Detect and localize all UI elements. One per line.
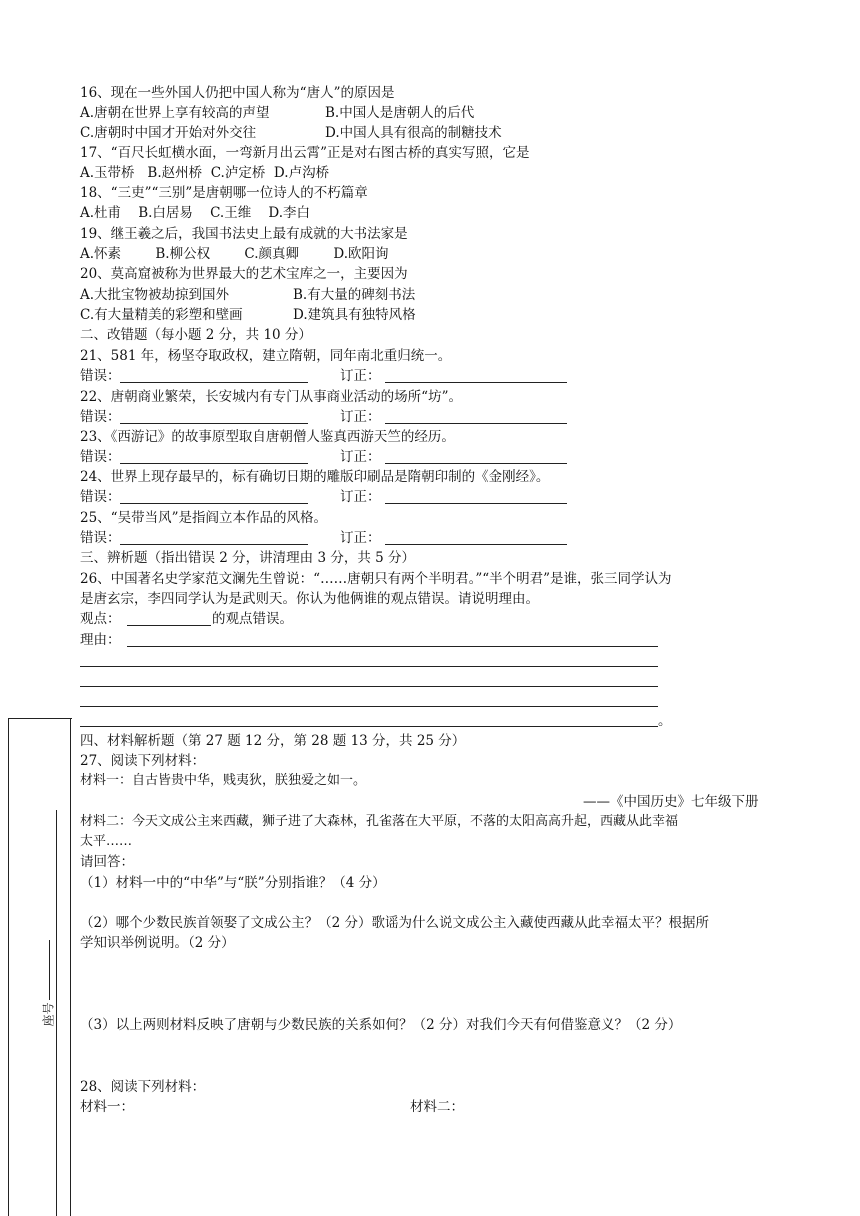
q26-text-line1: 26、中国著名史学家范文澜先生曾说：“……唐朝只有两个半明君。”“半个明君”是谁，张三同学认为 bbox=[80, 571, 672, 587]
q24-statement: 24、世界上现存最早的，标有确切日期的雕版印刷品是隋朝印制的《金刚经》。 bbox=[80, 469, 550, 485]
q23-statement: 23、《西游记》的故事原型取自唐朝僧人鉴真西游天竺的经历。 bbox=[80, 429, 455, 445]
q24-error-label: 错误： bbox=[80, 489, 121, 505]
q16-stem: 16、现在一些外国人仍把中国人称为“唐人”的原因是 bbox=[80, 85, 395, 101]
q26-text-line2: 是唐玄宗，李四同学认为是武则天。你认为他俩谁的观点错误。请说明理由。 bbox=[80, 591, 539, 607]
q27-sub-3: （3）以上两则材料反映了唐朝与少数民族的关系如何？（2 分）对我们今天有何借鉴意义？（2 分） bbox=[80, 1017, 682, 1033]
q23-error-label: 错误： bbox=[80, 449, 121, 465]
q28-intro: 28、阅读下列材料： bbox=[80, 1079, 206, 1095]
q21-statement: 21、581 年，杨坚夺取政权，建立隋朝，同年南北重归统一。 bbox=[80, 348, 452, 364]
q26-reason-label: 理由： bbox=[80, 632, 121, 648]
q27-material-2-line2: 太平…… bbox=[80, 834, 133, 849]
binding-margin-inner bbox=[70, 718, 71, 1216]
q27-sub-2-line1: （2）哪个少数民族首领娶了文成公主？（2 分）歌谣为什么说文成公主入藏使西藏从此幸福太平？根据所 bbox=[80, 915, 709, 931]
q26-reason-line-2[interactable] bbox=[80, 666, 658, 667]
q17-options: A.玉带桥 B.赵州桥 C.泸定桥 D.卢沟桥 bbox=[80, 165, 330, 181]
q16-option-c: C.唐朝时中国才开始对外交往 bbox=[80, 125, 257, 141]
q26-reason-line-1[interactable] bbox=[127, 646, 658, 647]
seat-label: 座号 bbox=[41, 1002, 56, 1027]
q16-option-d: D.中国人具有很高的制糖技术 bbox=[325, 125, 502, 141]
q26-reason-line-5[interactable] bbox=[80, 726, 658, 727]
q22-error-label: 错误： bbox=[80, 409, 121, 425]
q22-fix-label: 订正： bbox=[340, 409, 381, 425]
q20-option-b: B.有大量的碑刻书法 bbox=[293, 287, 416, 303]
q19-options: A.怀素 B.柳公权 C.颜真卿 D.欧阳询 bbox=[80, 246, 389, 262]
q22-statement: 22、唐朝商业繁荣，长安城内有专门从事商业活动的场所“坊”。 bbox=[80, 389, 462, 405]
section4-heading: 四、材料解析题（第 27 题 12 分，第 28 题 13 分，共 25 分） bbox=[80, 733, 466, 749]
q21-fix-label: 订正： bbox=[340, 368, 381, 384]
binding-margin-outer bbox=[8, 718, 9, 1216]
q23-fix-blank[interactable] bbox=[385, 449, 567, 464]
q16-option-b: B.中国人是唐朝人的后代 bbox=[325, 105, 475, 121]
q26-view-blank[interactable] bbox=[127, 611, 211, 626]
q28-material-2: 材料二： bbox=[410, 1099, 464, 1115]
q25-fix-blank[interactable] bbox=[385, 530, 567, 545]
q20-option-d: D.建筑具有独特风格 bbox=[293, 307, 416, 323]
q26-view-prefix: 观点： bbox=[80, 611, 121, 627]
q23-fix-label: 订正： bbox=[340, 449, 381, 465]
q26-reason-line-3[interactable] bbox=[80, 686, 658, 687]
section3-heading: 三、辨析题（指出错误 2 分，讲清理由 3 分，共 5 分） bbox=[80, 550, 416, 566]
q23-error-blank[interactable] bbox=[120, 449, 308, 464]
q28-material-1: 材料一： bbox=[80, 1099, 134, 1115]
q21-error-blank[interactable] bbox=[120, 368, 308, 383]
q24-error-blank[interactable] bbox=[120, 489, 308, 504]
q26-end-mark: 。 bbox=[658, 713, 672, 729]
q22-error-blank[interactable] bbox=[120, 409, 308, 424]
q19-stem: 19、继王羲之后，我国书法史上最有成就的大书法家是 bbox=[80, 226, 408, 242]
q27-sub-2-line2: 学知识举例说明。（2 分） bbox=[80, 935, 235, 951]
q22-fix-blank[interactable] bbox=[385, 409, 567, 424]
q27-material-2-line1: 材料二：今天文成公主来西藏，狮子进了大森林，孔雀落在大平原，不落的太阳高高升起，西藏从此幸福 bbox=[80, 814, 679, 829]
q20-option-a: A.大批宝物被劫掠到国外 bbox=[80, 287, 230, 303]
q20-option-c: C.有大量精美的彩塑和壁画 bbox=[80, 307, 243, 323]
q17-stem: 17、“百尺长虹横水面，一弯新月出云霄”正是对右图古桥的真实写照，它是 bbox=[80, 145, 530, 161]
q26-reason-line-4[interactable] bbox=[80, 706, 658, 707]
seat-underline bbox=[49, 940, 50, 1000]
q27-intro: 27、阅读下列材料： bbox=[80, 753, 206, 769]
q26-view-suffix: 的观点错误。 bbox=[212, 611, 293, 627]
q24-fix-label: 订正： bbox=[340, 489, 381, 505]
q16-option-a: A.唐朝在世界上享有较高的声望 bbox=[80, 105, 270, 121]
q25-statement: 25、“吴带当风”是指阎立本作品的风格。 bbox=[80, 510, 327, 526]
q25-error-label: 错误： bbox=[80, 530, 121, 546]
q25-error-blank[interactable] bbox=[120, 530, 308, 545]
q27-ask: 请回答： bbox=[80, 854, 134, 870]
q27-material-1: 材料一：自古皆贵中华，贱夷狄，朕独爱之如一。 bbox=[80, 773, 367, 788]
q27-material-1-source: ——《中国历史》七年级下册 bbox=[583, 794, 759, 810]
q27-sub-1: （1）材料一中的“中华”与“朕”分别指谁？（4 分） bbox=[80, 875, 386, 891]
q21-error-label: 错误： bbox=[80, 368, 121, 384]
q25-fix-label: 订正： bbox=[340, 530, 381, 546]
q18-stem: 18、“三吏”“三别”是唐朝哪一位诗人的不朽篇章 bbox=[80, 185, 368, 201]
section2-heading: 二、改错题（每小题 2 分，共 10 分） bbox=[80, 327, 312, 343]
q24-fix-blank[interactable] bbox=[385, 489, 567, 504]
q20-stem: 20、莫高窟被称为世界最大的艺术宝库之一，主要因为 bbox=[80, 266, 408, 282]
q21-fix-blank[interactable] bbox=[385, 368, 567, 383]
binding-margin-top bbox=[8, 718, 72, 719]
q18-options: A.杜甫 B.白居易 C.王维 D.李白 bbox=[80, 205, 311, 221]
